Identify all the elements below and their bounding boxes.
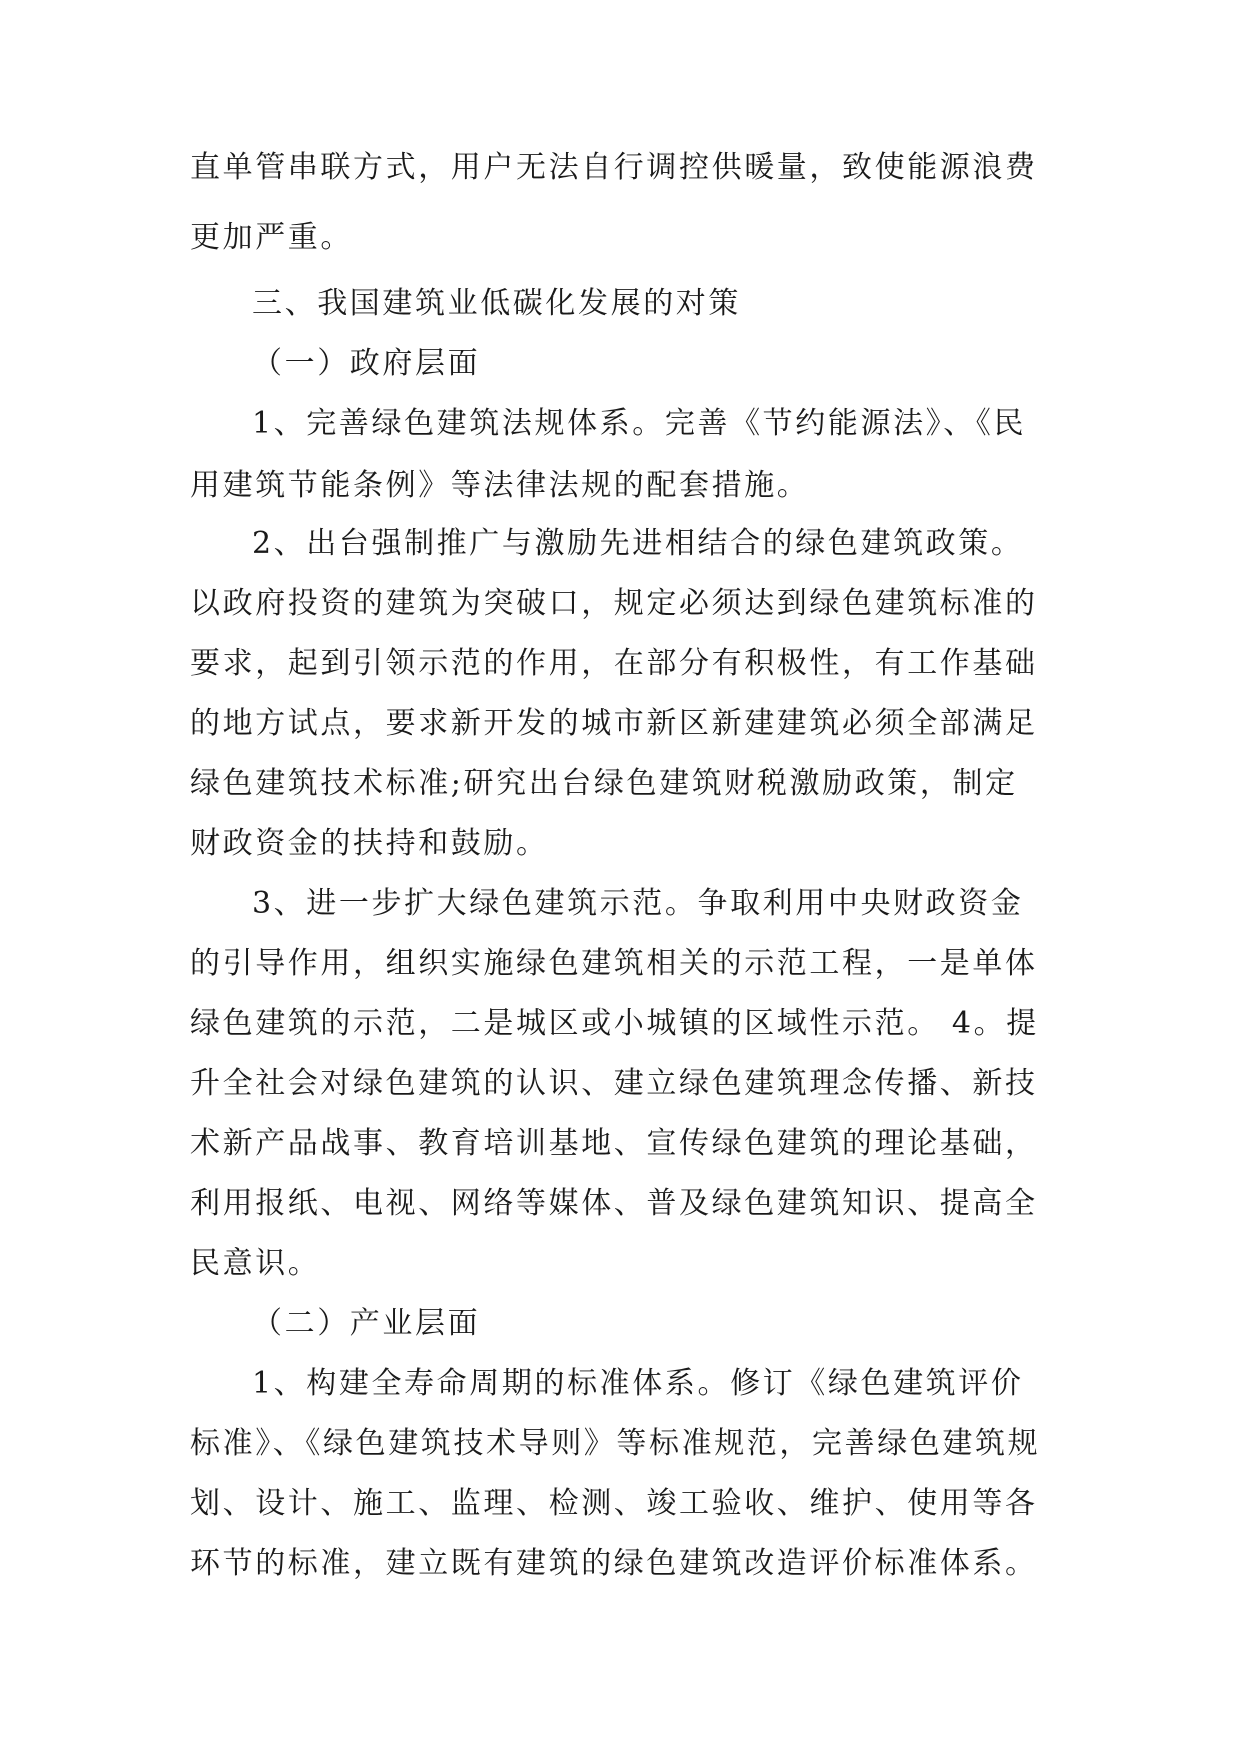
text-line: 3、进一步扩大绿色建筑示范。争取利用中央财政资金 <box>252 886 1024 921</box>
text-line: 利用报纸、电视、网络等媒体、普及绿色建筑知识、提高全 <box>190 1186 1038 1221</box>
text-line: 术新产品战事、教育培训基地、宣传绿色建筑的理论基础， <box>190 1126 1038 1161</box>
text-line: 更加严重。 <box>190 220 353 255</box>
text-line: 用建筑节能条例》等法律法规的配套措施。 <box>190 468 810 503</box>
section-heading: 三、我国建筑业低碳化发展的对策 <box>252 286 741 321</box>
text-line: 绿色建筑技术标准;研究出台绿色建筑财税激励政策，制定 <box>190 766 1018 801</box>
subsection-heading: （一）政府层面 <box>252 346 481 381</box>
text-line: 1、完善绿色建筑法规体系。完善《节约能源法》、《民 <box>252 406 1027 441</box>
text-line: 划、设计、施工、监理、检测、竣工验收、维护、使用等各 <box>190 1486 1038 1521</box>
text-line: 民意识。 <box>190 1246 321 1281</box>
text-line: 绿色建筑的示范，二是城区或小城镇的区域性示范。 4。提 <box>190 1006 1039 1041</box>
text-line: 要求，起到引领示范的作用，在部分有积极性，有工作基础 <box>190 646 1038 681</box>
text-line: 2、出台强制推广与激励先进相结合的绿色建筑政策。 <box>252 526 1024 561</box>
text-line: 升全社会对绿色建筑的认识、建立绿色建筑理念传播、新技 <box>190 1066 1038 1101</box>
subsection-heading: （二）产业层面 <box>252 1306 481 1341</box>
text-line: 标准》、《绿色建筑技术导则》等标准规范，完善绿色建筑规 <box>190 1426 1041 1461</box>
text-line: 1、构建全寿命周期的标准体系。修订《绿色建筑评价 <box>252 1366 1024 1401</box>
text-line: 的引导作用，组织实施绿色建筑相关的示范工程，一是单体 <box>190 946 1038 981</box>
text-line: 直单管串联方式，用户无法自行调控供暖量，致使能源浪费 <box>190 150 1038 185</box>
text-line: 的地方试点，要求新开发的城市新区新建建筑必须全部满足 <box>190 706 1038 741</box>
text-line: 环节的标准，建立既有建筑的绿色建筑改造评价标准体系。 <box>190 1546 1038 1581</box>
text-line: 以政府投资的建筑为突破口，规定必须达到绿色建筑标准的 <box>190 586 1038 621</box>
text-line: 财政资金的扶持和鼓励。 <box>190 826 549 861</box>
